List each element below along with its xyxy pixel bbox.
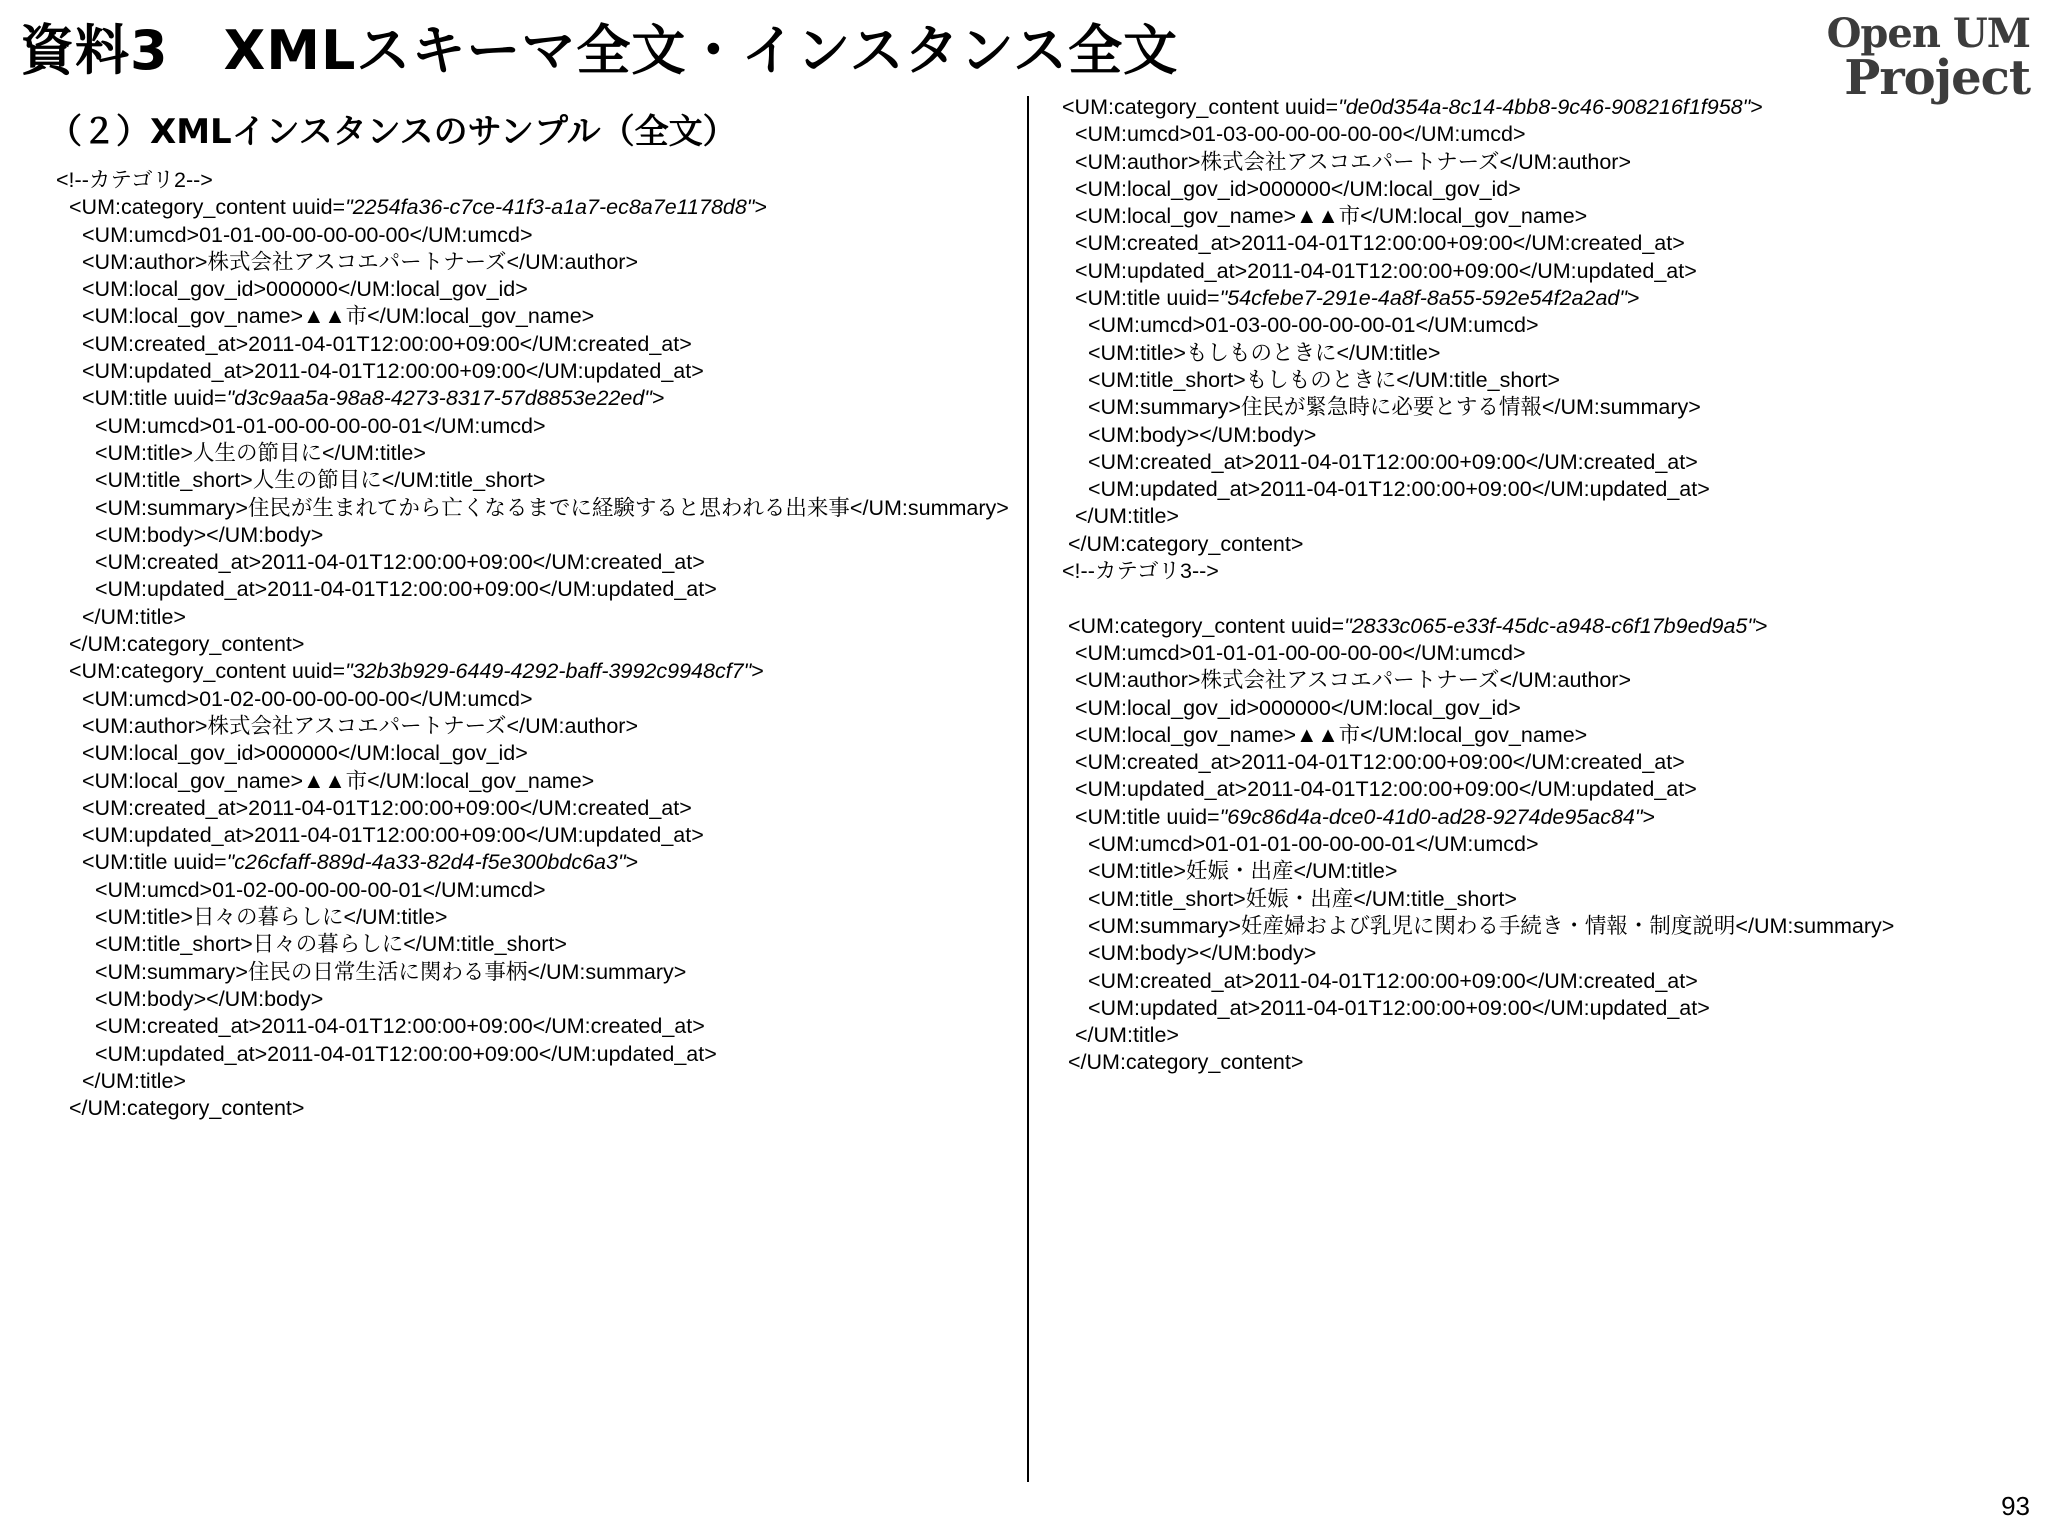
xml-line: <UM:body></UM:body> bbox=[95, 522, 324, 547]
xml-line: <UM:summary>住民の日常生活に関わる事柄</UM:summary> bbox=[95, 959, 687, 984]
uuid-value: "54cfebe7-291e-4a8f-8a55-592e54f2a2ad" bbox=[1219, 286, 1627, 311]
xml-line: <UM:local_gov_name>▲▲市</UM:local_gov_name> bbox=[1075, 722, 1588, 747]
xml-line: </UM:title> bbox=[82, 1068, 186, 1093]
xml-line bbox=[1062, 585, 1894, 612]
xml-listing-right bbox=[1062, 94, 1894, 1077]
xml-line: <UM:updated_at>2011-04-01T12:00:00+09:00</UM:updated_at> bbox=[82, 359, 704, 384]
xml-line: <UM:title>もしものときに</UM:title> bbox=[1088, 340, 1441, 365]
xml-line: <UM:title_short>日々の暮らしに</UM:title_short> bbox=[95, 932, 567, 957]
xml-line: <UM:summary>住民が緊急時に必要とする情報</UM:summary> bbox=[1088, 395, 1701, 420]
page-title: 資料3 XMLスキーマ全文・インスタンス全文 bbox=[20, 19, 1179, 82]
xml-line: <UM:umcd>01-02-00-00-00-00-01</UM:umcd> bbox=[95, 877, 546, 902]
xml-line: <UM:local_gov_id>000000</UM:local_gov_id> bbox=[1075, 176, 1521, 201]
open-um-project-logo bbox=[1826, 10, 2030, 106]
xml-line: </UM:category_content> bbox=[1062, 1050, 1304, 1075]
xml-line: <UM:umcd>01-03-00-00-00-00-01</UM:umcd> bbox=[1088, 313, 1539, 338]
uuid-value: "d3c9aa5a-98a8-4273-8317-57d8853e22ed" bbox=[226, 386, 652, 411]
xml-line: <UM:created_at>2011-04-01T12:00:00+09:00</UM:created_at> bbox=[1088, 449, 1698, 474]
xml-line: <UM:local_gov_id>000000</UM:local_gov_id> bbox=[82, 277, 528, 302]
section-subtitle: （２）XMLインスタンスのサンプル（全文） bbox=[48, 112, 737, 152]
xml-line: <UM:summary>妊産婦および乳児に関わる手続き・情報・制度説明</UM:summary> bbox=[1088, 913, 1895, 938]
xml-line: </UM:title> bbox=[1075, 1023, 1179, 1048]
xml-line: <UM:title_short>人生の節目に</UM:title_short> bbox=[95, 468, 546, 493]
xml-line: <UM:created_at>2011-04-01T12:00:00+09:00</UM:created_at> bbox=[1075, 231, 1685, 256]
xml-line: <!--カテゴリ3--> bbox=[1062, 559, 1219, 584]
xml-tag-open: <UM:category_content uuid= bbox=[69, 195, 346, 220]
xml-line bbox=[56, 194, 1009, 221]
xml-tag-close: > bbox=[1755, 613, 1768, 638]
xml-line: <UM:local_gov_id>000000</UM:local_gov_id> bbox=[1075, 695, 1521, 720]
xml-tag-close: > bbox=[1627, 286, 1640, 311]
xml-tag-close: > bbox=[754, 195, 768, 220]
xml-line bbox=[56, 849, 1009, 876]
xml-line: <UM:title>人生の節目に</UM:title> bbox=[95, 440, 426, 465]
xml-line: <UM:local_gov_name>▲▲市</UM:local_gov_name> bbox=[82, 304, 595, 329]
xml-line: <UM:title>日々の暮らしに</UM:title> bbox=[95, 905, 448, 930]
xml-line: <UM:body></UM:body> bbox=[1088, 941, 1317, 966]
xml-line: <UM:author>株式会社アスコエパートナーズ</UM:author> bbox=[1075, 668, 1632, 693]
xml-tag-open: <UM:title uuid= bbox=[1075, 286, 1220, 311]
uuid-value: "2254fa36-c7ce-41f3-a1a7-ec8a7e1178d8" bbox=[345, 195, 755, 220]
xml-line: <UM:created_at>2011-04-01T12:00:00+09:00</UM:created_at> bbox=[1088, 968, 1698, 993]
xml-line: <UM:summary>住民が生まれてから亡くなるまでに経験すると思われる出来事</UM:summary> bbox=[95, 495, 1009, 520]
xml-line: <UM:umcd>01-03-00-00-00-00-00</UM:umcd> bbox=[1075, 122, 1526, 147]
xml-tag-open: <UM:category_content uuid= bbox=[1062, 613, 1345, 638]
column-divider bbox=[1027, 96, 1029, 1482]
xml-line: </UM:title> bbox=[82, 604, 186, 629]
xml-line bbox=[1062, 804, 1894, 831]
xml-tag-close: > bbox=[751, 659, 764, 684]
xml-line: <UM:updated_at>2011-04-01T12:00:00+09:00</UM:updated_at> bbox=[95, 1041, 717, 1066]
xml-line: <UM:updated_at>2011-04-01T12:00:00+09:00</UM:updated_at> bbox=[1088, 477, 1710, 502]
xml-line: <UM:body></UM:body> bbox=[1088, 422, 1317, 447]
xml-line: <UM:umcd>01-01-00-00-00-00-00</UM:umcd> bbox=[82, 222, 533, 247]
xml-tag-close: > bbox=[651, 386, 665, 411]
xml-line: <UM:local_gov_id>000000</UM:local_gov_id> bbox=[82, 741, 528, 766]
xml-line: <UM:umcd>01-01-01-00-00-00-00</UM:umcd> bbox=[1075, 640, 1526, 665]
xml-line: <UM:local_gov_name>▲▲市</UM:local_gov_name> bbox=[82, 768, 595, 793]
xml-line: <UM:created_at>2011-04-01T12:00:00+09:00</UM:created_at> bbox=[82, 331, 692, 356]
xml-line: <!--カテゴリ2--> bbox=[56, 168, 213, 192]
xml-line: </UM:category_content> bbox=[69, 632, 305, 657]
xml-line bbox=[1062, 285, 1894, 312]
xml-tag-open: <UM:category_content uuid= bbox=[1062, 95, 1339, 119]
xml-line: <UM:updated_at>2011-04-01T12:00:00+09:00</UM:updated_at> bbox=[1088, 995, 1710, 1020]
xml-tag-close: > bbox=[1642, 804, 1656, 829]
xml-line: <UM:updated_at>2011-04-01T12:00:00+09:00</UM:updated_at> bbox=[95, 577, 717, 602]
xml-line: <UM:created_at>2011-04-01T12:00:00+09:00</UM:created_at> bbox=[82, 795, 692, 820]
logo-line-1: Open UM bbox=[1826, 10, 2030, 57]
xml-line: </UM:category_content> bbox=[69, 1096, 305, 1121]
uuid-value: "c26cfaff-889d-4a33-82d4-f5e300bdc6a3" bbox=[226, 850, 626, 875]
xml-tag-open: <UM:title uuid= bbox=[1075, 804, 1220, 829]
xml-line: <UM:author>株式会社アスコエパートナーズ</UM:author> bbox=[82, 249, 639, 274]
xml-line: <UM:umcd>01-01-01-00-00-00-01</UM:umcd> bbox=[1088, 832, 1539, 857]
xml-line: <UM:umcd>01-02-00-00-00-00-00</UM:umcd> bbox=[82, 686, 533, 711]
xml-line: <UM:umcd>01-01-00-00-00-00-01</UM:umcd> bbox=[95, 413, 546, 438]
xml-line: <UM:updated_at>2011-04-01T12:00:00+09:00</UM:updated_at> bbox=[82, 823, 704, 848]
xml-line: <UM:local_gov_name>▲▲市</UM:local_gov_name> bbox=[1075, 204, 1588, 229]
xml-tag-open: <UM:category_content uuid= bbox=[69, 659, 346, 684]
xml-line: <UM:title_short>妊娠・出産</UM:title_short> bbox=[1088, 886, 1517, 911]
xml-line: <UM:author>株式会社アスコエパートナーズ</UM:author> bbox=[82, 713, 639, 738]
uuid-value: "2833c065-e33f-45dc-a948-c6f17b9ed9a5" bbox=[1344, 613, 1756, 638]
xml-tag-close: > bbox=[625, 850, 639, 875]
xml-line bbox=[1062, 613, 1894, 640]
xml-listing-left bbox=[56, 167, 1009, 1122]
uuid-value: "32b3b929-6449-4292-baff-3992c9948cf7" bbox=[345, 659, 752, 684]
uuid-value: "de0d354a-8c14-4bb8-9c46-908216f1f958" bbox=[1338, 95, 1751, 119]
xml-line: <UM:updated_at>2011-04-01T12:00:00+09:00</UM:updated_at> bbox=[1075, 258, 1697, 283]
xml-line: <UM:author>株式会社アスコエパートナーズ</UM:author> bbox=[1075, 149, 1632, 174]
uuid-value: "69c86d4a-dce0-41d0-ad28-9274de95ac84" bbox=[1219, 804, 1643, 829]
logo-line-2: Project bbox=[1844, 50, 2030, 106]
xml-tag-open: <UM:title uuid= bbox=[82, 850, 227, 875]
xml-line: <UM:title_short>もしものときに</UM:title_short> bbox=[1088, 367, 1560, 392]
xml-tag-open: <UM:title uuid= bbox=[82, 386, 227, 411]
xml-line: <UM:updated_at>2011-04-01T12:00:00+09:00</UM:updated_at> bbox=[1075, 777, 1697, 802]
xml-line bbox=[56, 658, 1009, 685]
xml-line: <UM:created_at>2011-04-01T12:00:00+09:00</UM:created_at> bbox=[1075, 750, 1685, 775]
xml-tag-close: > bbox=[1750, 95, 1763, 119]
xml-line: <UM:created_at>2011-04-01T12:00:00+09:00</UM:created_at> bbox=[95, 1014, 705, 1039]
xml-line: </UM:category_content> bbox=[1062, 531, 1304, 556]
xml-line bbox=[56, 385, 1009, 412]
xml-line: <UM:created_at>2011-04-01T12:00:00+09:00</UM:created_at> bbox=[95, 550, 705, 575]
xml-line: <UM:title>妊娠・出産</UM:title> bbox=[1088, 859, 1398, 884]
xml-line: <UM:body></UM:body> bbox=[95, 986, 324, 1011]
xml-line bbox=[1062, 94, 1894, 121]
page-number: 93 bbox=[2001, 1491, 2030, 1521]
xml-line: </UM:title> bbox=[1075, 504, 1179, 529]
